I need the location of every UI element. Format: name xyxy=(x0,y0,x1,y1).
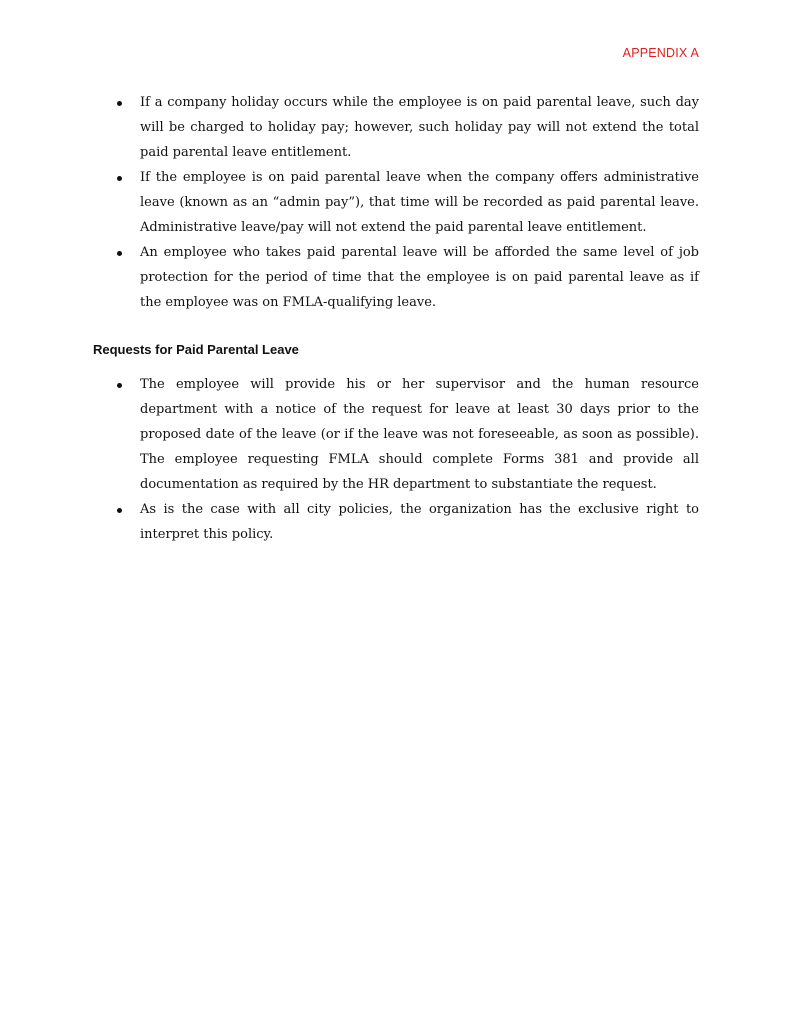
bullet-icon xyxy=(117,176,122,181)
requests-list xyxy=(93,372,699,547)
list-item xyxy=(93,497,699,547)
list-item-text: As is the case with all city policies, the organization has the exclusive right to interpret this policy. xyxy=(140,502,699,542)
bullet-icon xyxy=(117,251,122,256)
bullet-icon xyxy=(117,508,122,513)
list-item xyxy=(93,90,699,165)
bullet-icon xyxy=(117,383,122,388)
list-item-text: An employee who takes paid parental leave will be afforded the same level of job protection for the period of time that the employee is on paid parental leave as if the employee was on FMLA-qualifying leave. xyxy=(140,245,699,310)
appendix-label: APPENDIX A xyxy=(622,46,699,60)
list-item xyxy=(93,372,699,497)
bullet-icon xyxy=(117,101,122,106)
list-item xyxy=(93,165,699,240)
list-item xyxy=(93,240,699,315)
list-item-text: If the employee is on paid parental leave when the company offers administrative leave (known as an “admin pay”), that time will be recorded as paid parental leave. Administrative leave/pay will not extend the paid parental leave entitlement. xyxy=(140,170,699,235)
list-item-text: The employee will provide his or her supervisor and the human resource department with a notice of the request for leave at least 30 days prior to the proposed date of the leave (or if the leave was not foreseeable, as soon as possible). The employee requesting FMLA should complete Forms 381 and provide all documentation as required by the HR department to substantiate the request. xyxy=(140,377,699,492)
list-item-text: If a company holiday occurs while the employee is on paid parental leave, such day will be charged to holiday pay; however, such holiday pay will not extend the total paid parental leave entitlement. xyxy=(140,95,699,160)
leave-rules-list xyxy=(93,90,699,315)
section-heading: Requests for Paid Parental Leave xyxy=(93,342,299,357)
document-body xyxy=(93,90,699,547)
